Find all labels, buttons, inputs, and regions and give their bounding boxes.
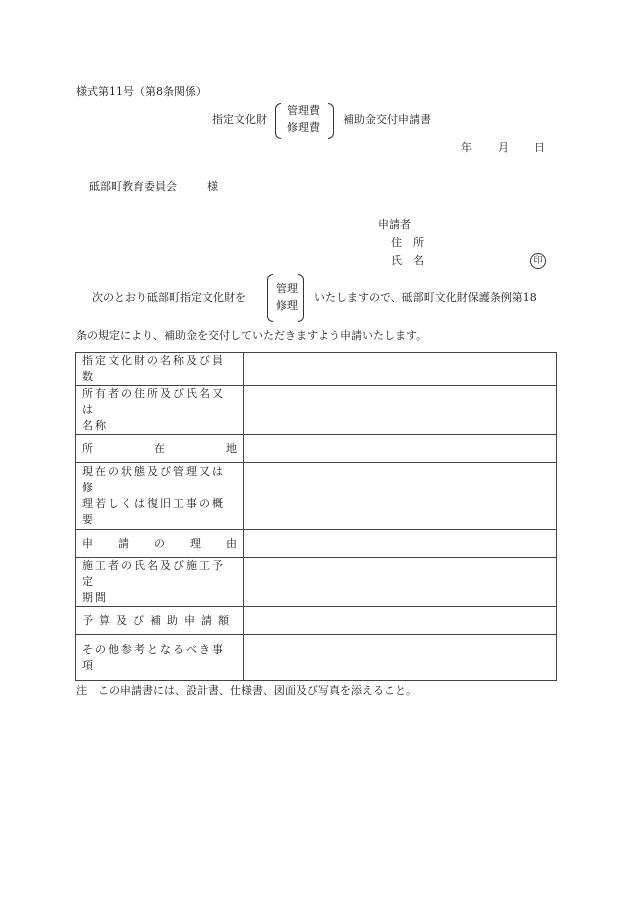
label-reason xyxy=(76,530,244,558)
title-bracket-left xyxy=(275,103,281,139)
table-row xyxy=(76,463,557,530)
body-bracket-right xyxy=(298,274,304,322)
table-row xyxy=(76,435,557,463)
body-option-repair: 修理 xyxy=(276,299,298,312)
label-contractor-line1: 施工者の氏名及び施工予定 xyxy=(82,559,225,588)
label-budget: 予算及び補助申請額 xyxy=(76,607,244,635)
body-text-line2: 条の規定により、補助金を交付していただきますよう申請いたします。 xyxy=(76,329,428,342)
label-reason-char: の xyxy=(154,536,165,550)
value-reason[interactable] xyxy=(244,530,557,558)
title-suffix: 補助金交付申請書 xyxy=(343,113,431,126)
label-reason-char: 請 xyxy=(118,536,129,550)
date-month: 月 xyxy=(498,141,509,154)
addressee-honorific: 様 xyxy=(207,180,218,193)
body-text-after: いたしますので、砥部町文化財保護条例第18 xyxy=(314,291,537,304)
label-reason-char: 申 xyxy=(82,536,93,550)
label-property-name-count: 指定文化財の名称及び員数 xyxy=(76,353,244,386)
label-location xyxy=(76,435,244,463)
label-owner-line2: 名称 xyxy=(82,419,108,432)
label-owner-line1: 所有者の住所及び氏名又は xyxy=(82,387,225,416)
table-row xyxy=(76,607,557,635)
label-reason-char: 由 xyxy=(226,536,237,550)
table-row xyxy=(76,386,557,435)
label-other-notes: その他参考となるべき事項 xyxy=(76,635,244,681)
label-condition-line2: 理若しくは復旧工事の概要 xyxy=(82,497,225,526)
footnote: 注 この申請書には、設計書、仕様書、図面及び写真を添えること。 xyxy=(76,684,417,697)
table-row xyxy=(76,530,557,558)
application-table xyxy=(75,352,557,681)
date-day: 日 xyxy=(534,141,545,154)
applicant-label: 申請者 xyxy=(378,218,411,231)
date-year: 年 xyxy=(461,141,472,154)
value-location[interactable] xyxy=(244,435,557,463)
body-bracket-left xyxy=(267,274,273,322)
form-number: 様式第11号（第8条関係） xyxy=(76,85,207,98)
label-location-char: 在 xyxy=(154,441,165,455)
body-text-before: 次のとおり砥部町指定文化財を xyxy=(92,291,246,304)
label-contractor xyxy=(76,558,244,607)
value-owner-address-name[interactable] xyxy=(244,386,557,435)
seal-mark: 印 xyxy=(530,253,546,269)
label-owner-address-name xyxy=(76,386,244,435)
title-option-repair-cost: 修理費 xyxy=(287,121,320,134)
value-contractor[interactable] xyxy=(244,558,557,607)
value-current-condition[interactable] xyxy=(244,463,557,530)
title-option-management-cost: 管理費 xyxy=(287,104,320,117)
table-row xyxy=(76,353,557,386)
addressee-org: 砥部町教育委員会 xyxy=(89,180,177,193)
value-budget[interactable] xyxy=(244,607,557,635)
label-current-condition xyxy=(76,463,244,530)
label-reason-char: 理 xyxy=(190,536,201,550)
body-option-management: 管理 xyxy=(276,282,298,295)
table-row xyxy=(76,635,557,681)
label-condition-line1: 現在の状態及び管理又は修 xyxy=(82,465,225,494)
applicant-name-label: 氏 名 xyxy=(391,254,424,267)
value-property-name-count[interactable] xyxy=(244,353,557,386)
applicant-address-label: 住 所 xyxy=(391,236,424,249)
value-other-notes[interactable] xyxy=(244,635,557,681)
title-bracket-right xyxy=(328,103,334,139)
label-contractor-line2: 期間 xyxy=(82,591,108,604)
title-prefix: 指定文化財 xyxy=(212,113,267,126)
label-location-char: 地 xyxy=(226,441,237,455)
table-row xyxy=(76,558,557,607)
label-location-char: 所 xyxy=(82,441,93,455)
